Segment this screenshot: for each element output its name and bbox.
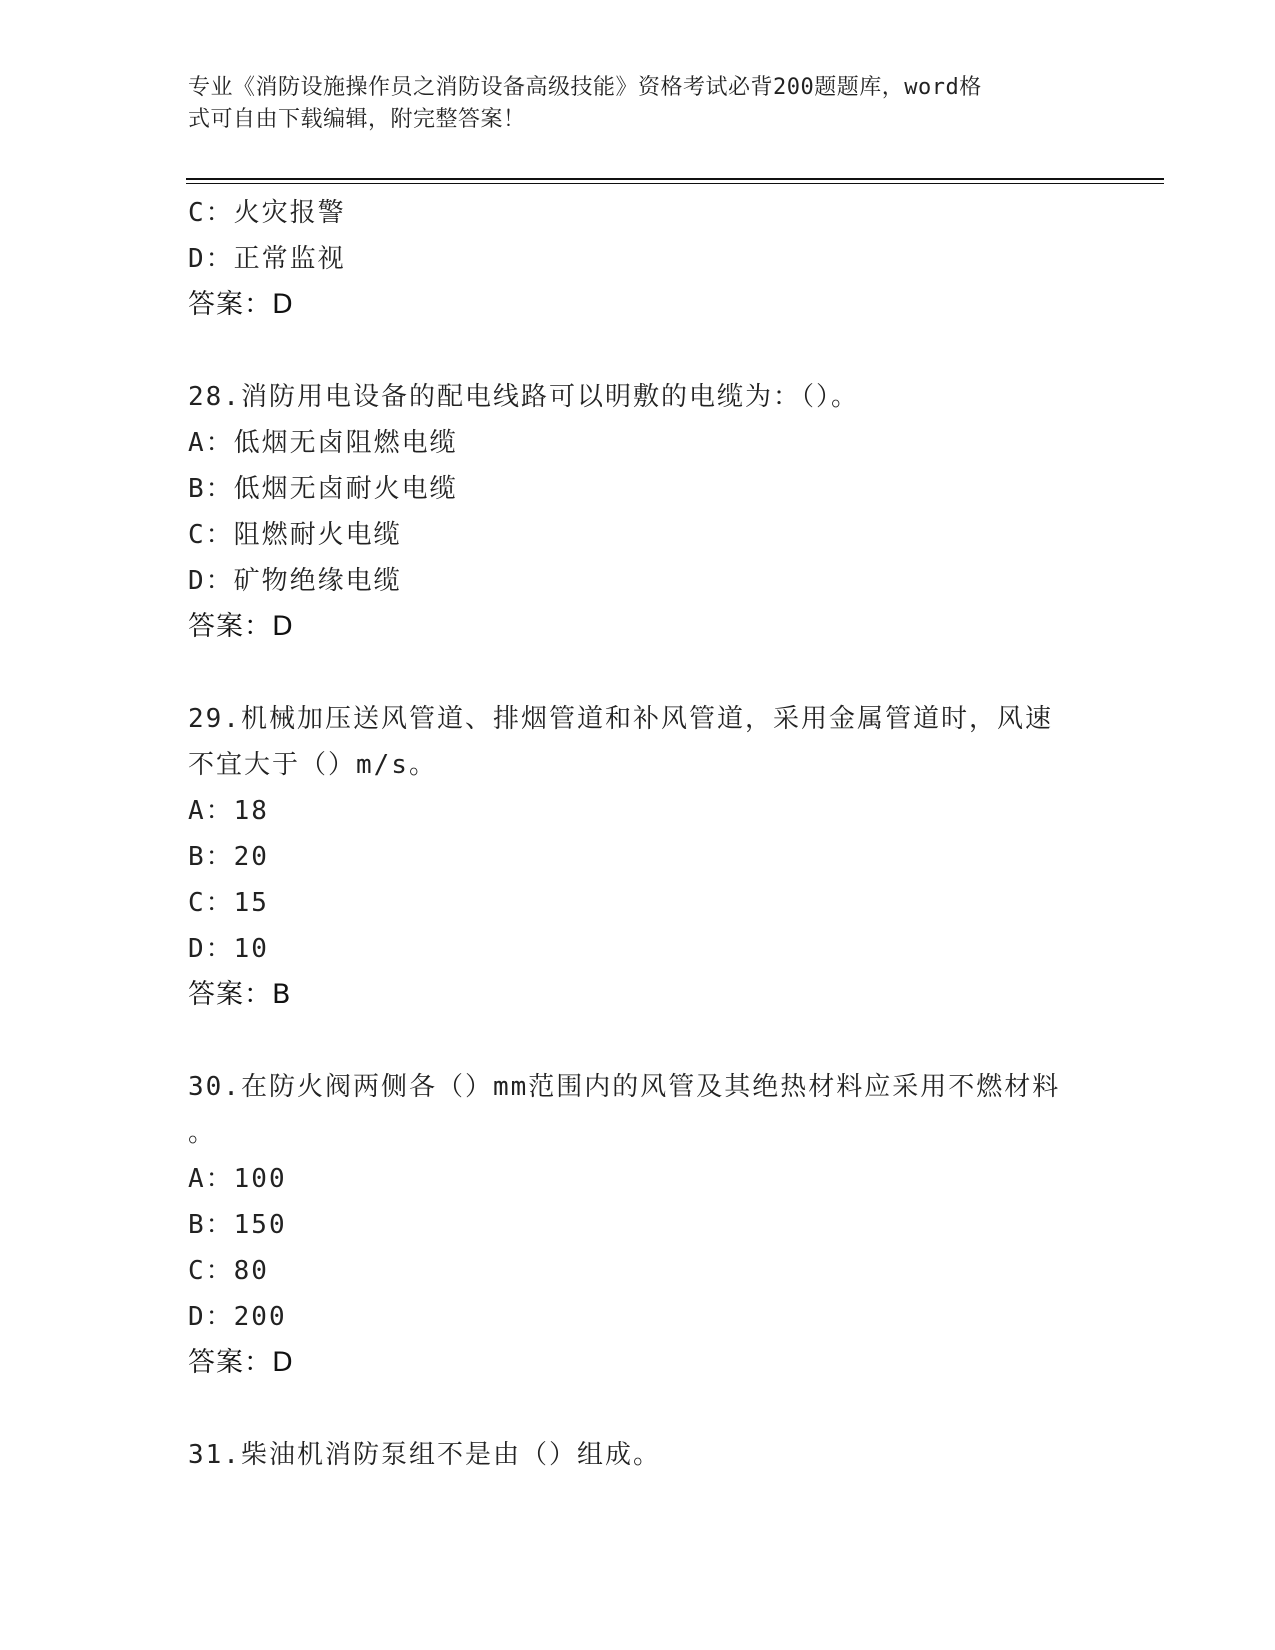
document-header [188, 72, 1068, 136]
answer: 答案：D [188, 289, 294, 320]
question-stem-line-2: 。 [188, 1118, 217, 1148]
question-27-tail [188, 190, 1088, 328]
option-b: B：低烟无卤耐火电缆 [188, 474, 458, 504]
answer: 答案：B [188, 979, 292, 1010]
header-divider-thin [186, 183, 1164, 184]
question-stem: 31.柴油机消防泵组不是由（）组成。 [188, 1440, 661, 1470]
question-stem-line-1: 30.在防火阀两侧各（）mm范围内的风管及其绝热材料应采用不燃材料 [188, 1072, 1061, 1102]
option-b: B：20 [188, 842, 269, 872]
question-31 [188, 1432, 1088, 1478]
option-c: C：80 [188, 1256, 269, 1286]
option-a: A：18 [188, 796, 269, 826]
option-c: C：阻燃耐火电缆 [188, 520, 402, 550]
option-a: A：低烟无卤阻燃电缆 [188, 428, 458, 458]
question-stem-line-1: 29.机械加压送风管道、排烟管道和补风管道，采用金属管道时，风速 [188, 704, 1053, 734]
header-divider [186, 178, 1164, 180]
option-d: D：10 [188, 934, 269, 964]
option-a: A：100 [188, 1164, 287, 1194]
question-list [188, 190, 1088, 1478]
header-line-1: 专业《消防设施操作员之消防设备高级技能》资格考试必背200题题库，word格 [188, 75, 982, 100]
question-29 [188, 696, 1088, 1018]
option-c: C：火灾报警 [188, 198, 346, 228]
question-stem: 28.消防用电设备的配电线路可以明敷的电缆为：（）。 [188, 382, 859, 412]
question-28 [188, 374, 1088, 650]
question-30 [188, 1064, 1088, 1386]
option-b: B：150 [188, 1210, 287, 1240]
question-stem-line-2: 不宜大于（）m/s。 [188, 750, 437, 780]
option-d: D：正常监视 [188, 244, 346, 274]
option-d: D：200 [188, 1302, 287, 1332]
option-d: D：矿物绝缘电缆 [188, 566, 402, 596]
answer: 答案：D [188, 611, 294, 642]
answer: 答案：D [188, 1347, 294, 1378]
option-c: C：15 [188, 888, 269, 918]
header-line-2: 式可自由下载编辑，附完整答案！ [188, 107, 526, 132]
